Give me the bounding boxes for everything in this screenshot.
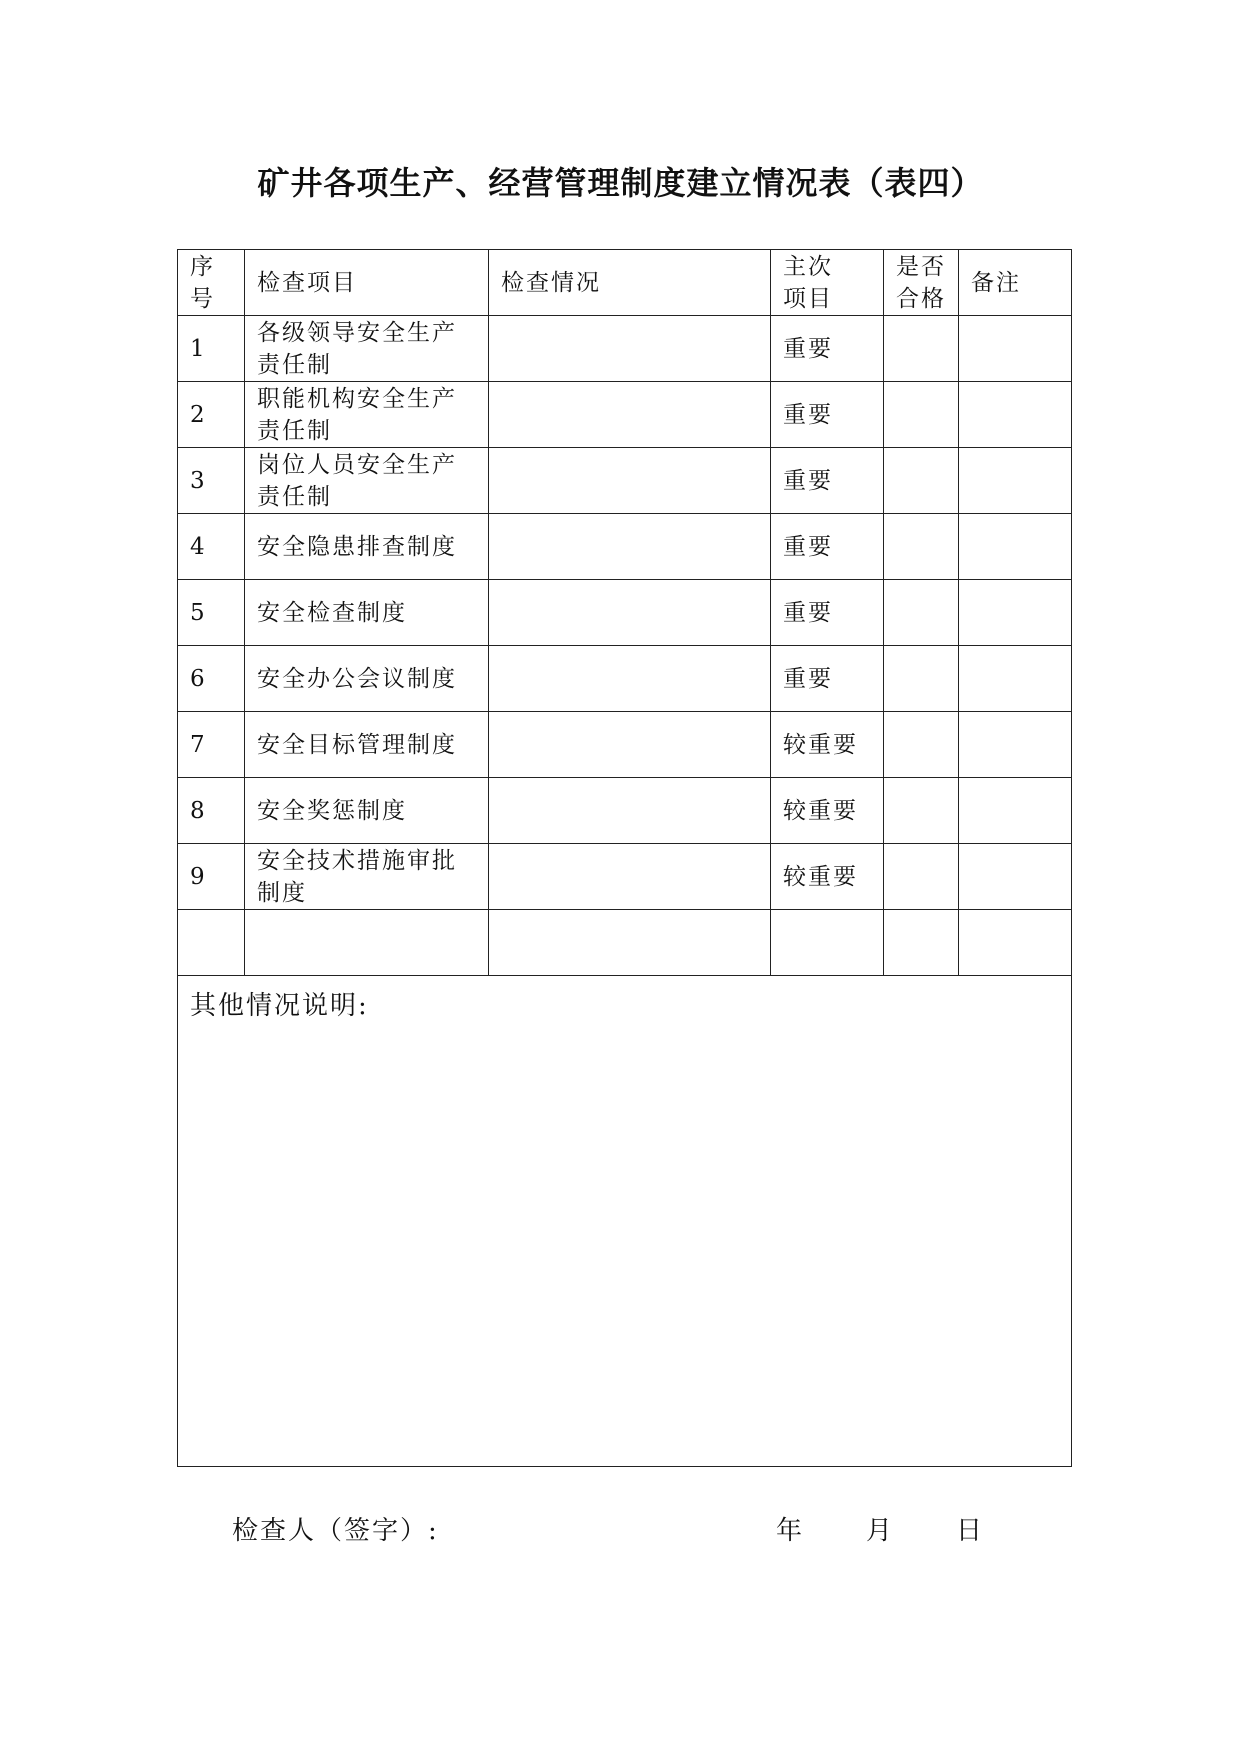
date-month-label: 月	[866, 1516, 895, 1546]
row-item-line: 责任制	[257, 351, 332, 378]
row-status-cell[interactable]	[489, 646, 771, 712]
row-item-cell[interactable]	[245, 910, 489, 976]
header-remark: 备注	[959, 250, 1072, 316]
row-status-cell[interactable]	[489, 448, 771, 514]
row-item	[245, 712, 489, 778]
row-priority: 重要	[771, 448, 884, 514]
row-remark-cell[interactable]	[959, 448, 1072, 514]
row-priority-cell[interactable]	[771, 910, 884, 976]
row-item-line: 责任制	[257, 483, 332, 510]
row-number: 2	[178, 382, 245, 448]
row-pass-cell[interactable]	[884, 778, 959, 844]
header-item: 检查项目	[245, 250, 489, 316]
table-row	[178, 778, 1072, 844]
row-status-cell[interactable]	[489, 778, 771, 844]
row-status-cell[interactable]	[489, 580, 771, 646]
row-priority: 重要	[771, 382, 884, 448]
row-item-line: 安全办公会议制度	[257, 665, 457, 692]
row-number: 1	[178, 316, 245, 382]
table-row	[178, 580, 1072, 646]
row-number: 9	[178, 844, 245, 910]
other-notes-label: 其他情况说明:	[190, 991, 369, 1021]
row-priority: 重要	[771, 514, 884, 580]
row-pass-cell[interactable]	[884, 646, 959, 712]
row-remark-cell[interactable]	[959, 514, 1072, 580]
date-year-label: 年	[776, 1516, 805, 1546]
row-remark-cell[interactable]	[959, 316, 1072, 382]
row-priority: 重要	[771, 316, 884, 382]
row-number: 3	[178, 448, 245, 514]
row-priority: 重要	[771, 580, 884, 646]
inspection-table	[177, 249, 1072, 1467]
row-pass-cell[interactable]	[884, 844, 959, 910]
row-remark-cell[interactable]	[959, 646, 1072, 712]
table-row-empty	[178, 910, 1072, 976]
table-row	[178, 514, 1072, 580]
row-priority: 较重要	[771, 844, 884, 910]
row-remark-cell[interactable]	[959, 712, 1072, 778]
row-item-line: 职能机构安全生产	[257, 385, 457, 412]
notes-row	[178, 976, 1072, 1467]
row-item	[245, 316, 489, 382]
row-remark-cell[interactable]	[959, 580, 1072, 646]
table-row	[178, 448, 1072, 514]
table-row	[178, 712, 1072, 778]
row-item-line: 制度	[257, 879, 307, 906]
row-pass-cell[interactable]	[884, 316, 959, 382]
row-pass-cell[interactable]	[884, 712, 959, 778]
inspector-signature-label: 检查人（签字）:	[232, 1516, 439, 1546]
row-pass-cell[interactable]	[884, 580, 959, 646]
header-no	[178, 250, 245, 316]
row-number-cell[interactable]	[178, 910, 245, 976]
row-remark-cell[interactable]	[959, 910, 1072, 976]
table-row	[178, 646, 1072, 712]
header-priority-line-1: 主次	[783, 253, 833, 280]
row-pass-cell[interactable]	[884, 514, 959, 580]
row-status-cell[interactable]	[489, 712, 771, 778]
row-item	[245, 382, 489, 448]
row-pass-cell[interactable]	[884, 910, 959, 976]
row-pass-cell[interactable]	[884, 448, 959, 514]
table-row	[178, 316, 1072, 382]
row-item-line: 岗位人员安全生产	[257, 451, 457, 478]
row-item	[245, 646, 489, 712]
row-remark-cell[interactable]	[959, 382, 1072, 448]
row-item	[245, 778, 489, 844]
table-header-row	[178, 250, 1072, 316]
table-row	[178, 844, 1072, 910]
row-status-cell[interactable]	[489, 316, 771, 382]
row-item	[245, 448, 489, 514]
page-title: 矿井各项生产、经营管理制度建立情况表（表四）	[257, 164, 984, 202]
row-item-line: 安全技术措施审批	[257, 847, 457, 874]
row-item	[245, 844, 489, 910]
row-priority: 较重要	[771, 712, 884, 778]
row-item	[245, 580, 489, 646]
header-pass-line-2: 合格	[896, 285, 946, 312]
row-status-cell[interactable]	[489, 844, 771, 910]
row-item-line: 责任制	[257, 417, 332, 444]
row-status-cell[interactable]	[489, 910, 771, 976]
row-status-cell[interactable]	[489, 514, 771, 580]
header-no-line-1: 序	[190, 253, 213, 280]
header-priority-line-2: 项目	[783, 285, 833, 312]
row-item-line: 安全隐患排查制度	[257, 533, 457, 560]
other-notes-area[interactable]	[178, 976, 1072, 1467]
row-item-line: 安全奖惩制度	[257, 797, 407, 824]
row-item-line: 安全目标管理制度	[257, 731, 457, 758]
row-priority: 重要	[771, 646, 884, 712]
row-number: 7	[178, 712, 245, 778]
header-no-line-2: 号	[190, 285, 213, 312]
row-number: 5	[178, 580, 245, 646]
table-row	[178, 382, 1072, 448]
header-status: 检查情况	[489, 250, 771, 316]
header-priority	[771, 250, 884, 316]
row-remark-cell[interactable]	[959, 778, 1072, 844]
row-item-line: 各级领导安全生产	[257, 319, 457, 346]
row-number: 8	[178, 778, 245, 844]
row-item-line: 安全检查制度	[257, 599, 407, 626]
row-priority: 较重要	[771, 778, 884, 844]
date-day-label: 日	[956, 1516, 985, 1546]
row-number: 6	[178, 646, 245, 712]
row-pass-cell[interactable]	[884, 382, 959, 448]
row-remark-cell[interactable]	[959, 844, 1072, 910]
header-pass-line-1: 是否	[896, 253, 946, 280]
row-number: 4	[178, 514, 245, 580]
row-item	[245, 514, 489, 580]
header-pass	[884, 250, 959, 316]
row-status-cell[interactable]	[489, 382, 771, 448]
